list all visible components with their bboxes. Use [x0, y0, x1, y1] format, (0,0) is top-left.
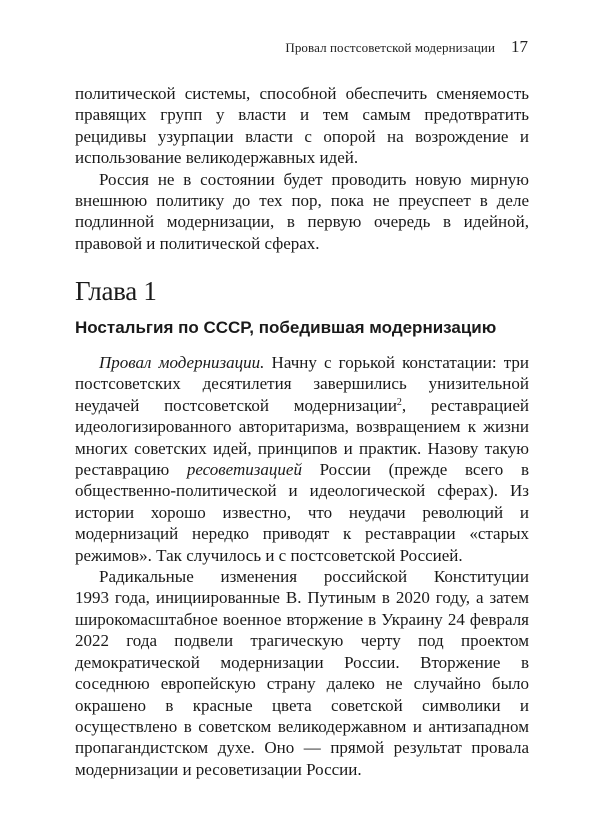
section-text	[75, 352, 529, 780]
paragraph-text: России (прежде всего в общественно-политической и идеологической сферах). Из истории хорошо известно, что неудачи революций и модернизаций нередко приводят к реставрации «старых режимов». Так случилось и с постсоветской Россией.	[75, 460, 529, 565]
paragraph-text: Начну с горькой констатации: три постсоветских десятилетия завершились унизительной неудачей постсоветской модернизации	[75, 353, 529, 415]
page-number: 17	[511, 37, 528, 56]
paragraph-text: , реставрацией идеологизированного авторитаризма, возвращением к жизни многих советских идей, принципов и практик. Назову такую реставрацию	[75, 395, 530, 480]
section-paragraph-2-first-line: Радикальные изменения российской Конституции	[99, 567, 529, 587]
running-header	[76, 37, 528, 57]
section-title: Ностальгия по СССР, победившая модернизацию	[75, 318, 497, 337]
running-title: Провал постсоветской модернизации	[285, 40, 495, 55]
intro-paragraph-2: Россия не в состоянии будет проводить новую мирную внешнюю политику до тех пор, пока не преуспеет в деле подлинной модернизации, в первую очередь в идейной, правовой и политической сферах.	[75, 169, 529, 253]
italic-term: ресоветизацией	[186, 460, 302, 480]
intro-text	[75, 83, 529, 254]
section-paragraph-1	[75, 352, 529, 566]
chapter-title: Глава 1	[75, 276, 157, 306]
section-paragraph-2-rest: 1993 года, инициированные В. Путиным в 2020 году, а затем широкомасштабное военное вторжение в Украину 24 февраля 2022 года подвели трагическую черту под проектом демократической модернизации России. Вторжение в соседнюю европейскую страну далеко не случайно было окрашено в красные цвета советской символики и осуществлено в советском великодержавном и антизападном пропагандистском духе. Оно — прямой результат провала модернизации и ресоветизации России.	[75, 588, 529, 779]
paragraph-lead-italic: Провал модернизации.	[99, 353, 265, 372]
footnote-marker[interactable]: 2	[396, 396, 402, 408]
intro-paragraph-1: политической системы, способной обеспечить сменяемость правящих групп у власти и тем самым предотвратить рецидивы узурпации власти с опорой на возрождение и использование великодержавных идей.	[75, 84, 529, 168]
